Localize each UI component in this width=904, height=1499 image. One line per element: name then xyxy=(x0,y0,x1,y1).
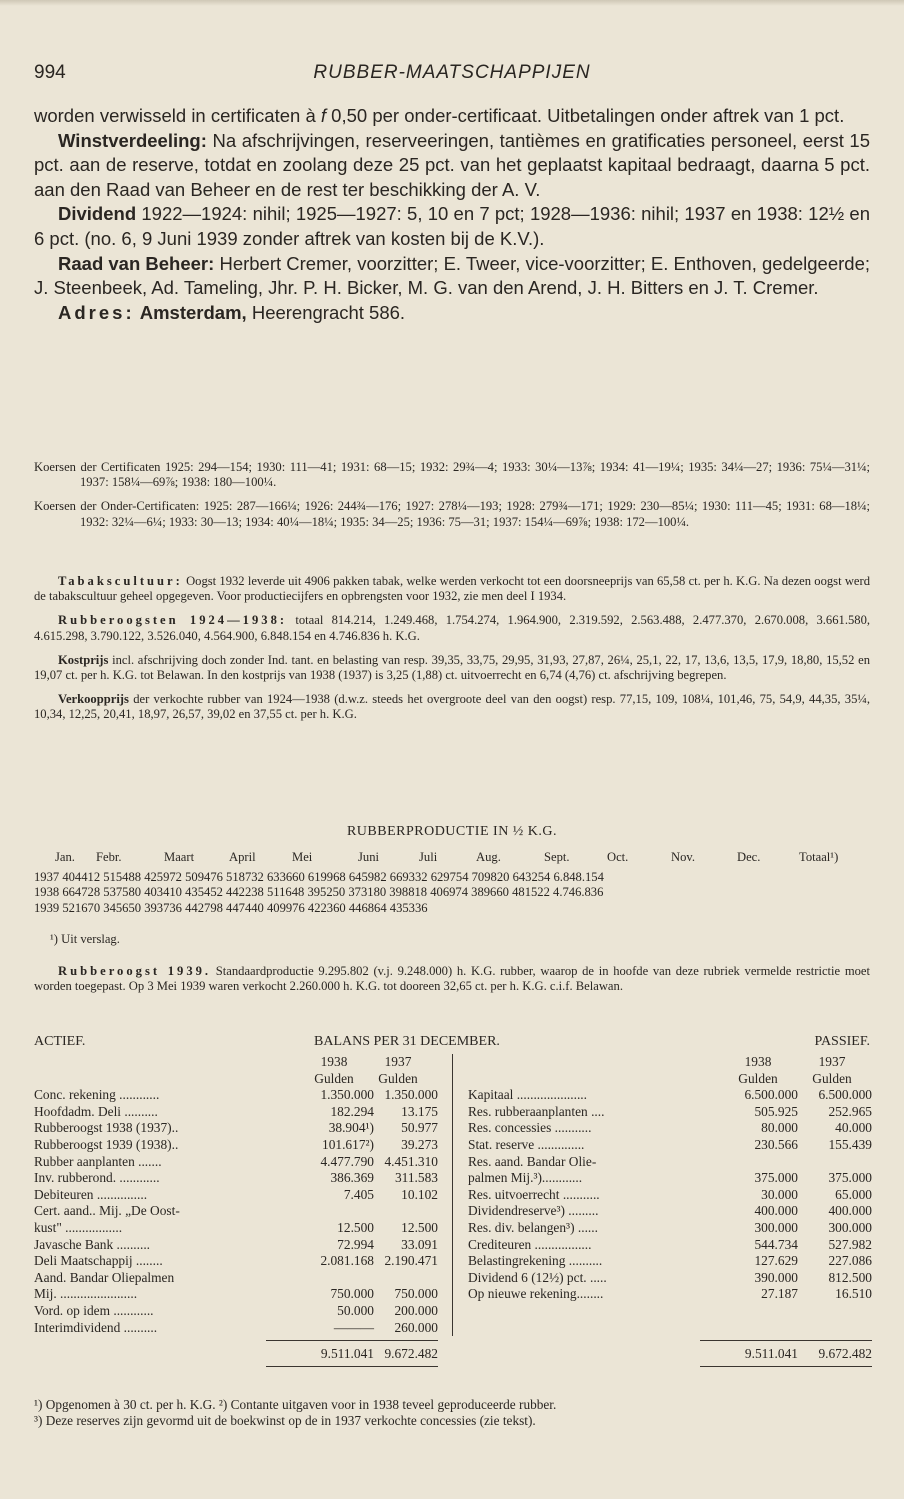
balance-row xyxy=(468,1220,872,1237)
balance-value-1938: 750.000 xyxy=(330,1286,374,1302)
balance-liabilities-heading: PASSIEF. xyxy=(814,1034,870,1049)
balance-value-1937: 10.102 xyxy=(401,1186,438,1202)
balance-value-1937: 252.965 xyxy=(828,1103,872,1119)
balance-label: Conc. rekening ............ xyxy=(34,1087,160,1103)
balance-spacer xyxy=(468,1320,872,1337)
balance-value-1938: 390.000 xyxy=(754,1269,798,1285)
balance-assets xyxy=(34,1054,438,1363)
balance-value-1937: 300.000 xyxy=(828,1219,872,1235)
balance-value-1937: 260.000 xyxy=(394,1319,438,1335)
balance-value-1937: 40.000 xyxy=(835,1120,872,1136)
balance-label: Hoofdadm. Deli .......... xyxy=(34,1103,158,1119)
balance-value-1938: 2.081.168 xyxy=(320,1253,374,1269)
running-title: RUBBER-MAATSCHAPPIJEN xyxy=(313,62,591,83)
balance-value-1937: 200.000 xyxy=(394,1302,438,1318)
balance-value-1938: 127.629 xyxy=(754,1253,798,1269)
balance-value-1938: 30.000 xyxy=(761,1186,798,1202)
balance-column-header xyxy=(468,1071,872,1088)
footnote-1-2: ¹) Opgenomen à 30 ct. per h. K.G. ²) Contante uitgaven voor in 1938 teveel geproduceerde rubber. xyxy=(34,1397,557,1412)
production-column-header: Nov. xyxy=(671,850,696,864)
subcertificate-prices: Koersen der Onder-Certificaten: 1925: 287—166¼; 1926: 244¾—176; 1927: 278¼—193; 1928: 279¾—171; 1929: 230—85¼; 1930: 111—45; 1931: 68—18¼; 1932: 32¼—6¼; 1933: 30—13; 1934: 40¼—18¼; 1935: 34—25; 1936: 75—31; 1937: 154¼—69⅞; 1938: 172—100¼. xyxy=(34,499,870,529)
balance-row xyxy=(34,1120,438,1137)
balance-value-1938: 375.000 xyxy=(754,1170,798,1186)
balance-label: Crediteuren ................. xyxy=(468,1236,592,1252)
balance-column-header xyxy=(468,1054,872,1071)
production-column-header: Oct. xyxy=(607,850,629,864)
balance-row xyxy=(468,1137,872,1154)
production-rows xyxy=(34,870,870,916)
production-column-header: Aug. xyxy=(476,850,501,864)
production-column-header: Sept. xyxy=(544,850,570,864)
balance-spacer xyxy=(468,1303,872,1320)
cost-price-paragraph: Kostprijs incl. afschrijving doch zonder Ind. tant. en belasting van resp. 39,35, 33,75, 29,95, 31,93, 27,87, 26¼, 25,1, 22, 17, 13,6, 13,5, 17,9, 18,80, 15,52 en 19,07 ct. per h. K.G. tot Belawan. In den kostprijs van 1938 (1937) is 3,25 (1,88) ct. uitvoerrecht en 6,74 (4,76) ct. afschrijving begrepen. xyxy=(34,652,870,683)
production-row: 1937 404412 515488 425972 509476 518732 633660 619968 645982 669332 629754 709820 643254 6.848.154 xyxy=(34,870,604,884)
balance-row xyxy=(34,1286,438,1303)
production-column-header: Totaal¹) xyxy=(799,850,839,864)
balance-value-1937: 155.439 xyxy=(828,1136,872,1152)
footnotes xyxy=(34,1397,870,1430)
balance-label: kust" ................. xyxy=(34,1219,123,1235)
page-edge xyxy=(0,0,904,6)
balance-value-1937: 13.175 xyxy=(401,1103,438,1119)
production-row: 1938 664728 537580 403410 435452 442238 511648 395250 373180 398818 406974 389660 481522 4.746.836 xyxy=(34,885,604,900)
balance-total-1938: 9.511.041 xyxy=(320,1346,374,1362)
balance-label: Kapitaal ..................... xyxy=(468,1087,588,1103)
certificate-paragraph: worden verwisseld in certificaten à f 0,50 per onder-certificaat. Uitbetalingen onder aftrek van 1 pct. xyxy=(34,105,845,126)
balance-value-1938: 230.566 xyxy=(754,1136,798,1152)
balance-row xyxy=(34,1187,438,1204)
main-text xyxy=(34,104,870,325)
balance-label: Res. rubberaanplanten .... xyxy=(468,1103,605,1119)
balance-value-1937: 375.000 xyxy=(828,1170,872,1186)
production-column-header: Juni xyxy=(358,850,379,864)
balance-rule xyxy=(266,1366,438,1367)
balance-rule xyxy=(700,1366,872,1367)
balance-label: Res. concessies ........... xyxy=(468,1120,592,1136)
balance-value-1938: 400.000 xyxy=(754,1203,798,1219)
balance-value-1937: 227.086 xyxy=(828,1253,872,1269)
footnote-3: ³) Deze reserves zijn gevormd uit de boekwinst op de in 1937 verkochte concessies (zie tekst). xyxy=(34,1413,536,1429)
balance-divider xyxy=(452,1054,453,1336)
balance-header-cell: 1937 xyxy=(818,1054,846,1069)
balance-label: Debiteuren ............... xyxy=(34,1186,148,1202)
balance-total-row xyxy=(34,1346,438,1363)
balance-value-1938: 300.000 xyxy=(754,1219,798,1235)
balance-label: Inv. rubberond. ............ xyxy=(34,1170,160,1186)
balance-row xyxy=(468,1270,872,1287)
balance-row xyxy=(34,1104,438,1121)
balance-row xyxy=(468,1237,872,1254)
balance-value-1937: 400.000 xyxy=(828,1203,872,1219)
balance-label: Res. aand. Bandar Olie- xyxy=(468,1153,597,1169)
balance-label: Op nieuwe rekening........ xyxy=(468,1286,604,1302)
balance-value-1937: 33.091 xyxy=(401,1236,438,1252)
production-column-header: Dec. xyxy=(737,850,761,864)
balance-label: Res. uitvoerrecht ........... xyxy=(468,1186,600,1202)
balance-value-1938: 38.904¹) xyxy=(328,1120,374,1136)
balance-label: Belastingrekening .......... xyxy=(468,1253,603,1269)
balance-label: Deli Maatschappij ........ xyxy=(34,1253,163,1269)
balance-label: Vord. op idem ............ xyxy=(34,1302,154,1318)
balance-row xyxy=(468,1170,872,1187)
balance-row xyxy=(34,1154,438,1171)
balance-label: Dividend 6 (12½) pct. ..... xyxy=(468,1269,607,1285)
balance-value-1937: 39.273 xyxy=(401,1136,438,1152)
balance-header-cell: 1937 xyxy=(384,1054,412,1069)
tobacco-paragraph: Tabakscultuur: Oogst 1932 leverde uit 4906 pakken tabak, welke werden verkocht tot een doorsneeprijs van 65,58 ct. per h. K.G. Na dezen oogst werd de tabakscultuur geheel opgegeven. Voor productiecijfers en opbrengsten voor 1932, zie men deel I 1934. xyxy=(34,574,870,604)
harvest-1939-paragraph: Rubberoogst 1939. Standaardproductie 9.295.802 (v.j. 9.248.000) h. K.G. rubber, waarop de in hoofde van deze rubriek vermelde restrictie moet worden toegepast. Op 3 Mei 1939 waren verkocht 2.260.000 h. K.G. tot dooreen 32,65 ct. per h. K.G. c.i.f. Belawan. xyxy=(34,964,870,994)
profit-distribution-paragraph: Winstverdeeling: Na afschrijvingen, reserveeringen, tantièmes en gratificaties personeel, eerst 15 pct. aan de reserve, totdat en zoolang deze 25 pct. van het geplaatst kapitaal bedraagt, daarna 5 pct. aan den Raad van Beheer en de rest ter beschikking der A. V. xyxy=(34,129,871,200)
balance-label: Javasche Bank .......... xyxy=(34,1236,151,1252)
balance-value-1938: 505.925 xyxy=(754,1103,798,1119)
balance-row xyxy=(468,1087,872,1104)
balance-value-1937: 4.451.310 xyxy=(384,1153,438,1169)
production-footnote: ¹) Uit verslag. xyxy=(50,932,120,946)
balance-rule xyxy=(700,1340,872,1341)
production-row: 1939 521670 345650 393736 442798 447440 409976 422360 446864 435336 xyxy=(34,900,428,915)
balance-label: Rubber aanplanten ....... xyxy=(34,1153,162,1169)
balance-header-cell: Gulden xyxy=(812,1070,852,1086)
balance-value-1937: 812.500 xyxy=(828,1269,872,1285)
balance-row xyxy=(34,1203,438,1220)
balance-total-row xyxy=(468,1346,872,1363)
balance-header-cell: Gulden xyxy=(378,1070,418,1086)
balance-row xyxy=(34,1220,438,1237)
production-column-header: Maart xyxy=(164,850,195,864)
balance-value-1938: 386.369 xyxy=(330,1170,374,1186)
balance-value-1937: 750.000 xyxy=(394,1286,438,1302)
balance-total-1937: 9.672.482 xyxy=(818,1346,872,1362)
balance-row xyxy=(468,1154,872,1171)
production-column-header: Juli xyxy=(419,850,438,864)
balance-row xyxy=(468,1203,872,1220)
balance-value-1938: 1.350.000 xyxy=(320,1087,374,1103)
balance-value-1938: 101.617²) xyxy=(322,1136,374,1152)
balance-row xyxy=(468,1253,872,1270)
balance-value-1937: 527.982 xyxy=(828,1236,872,1252)
balance-value-1937: 1.350.000 xyxy=(384,1087,438,1103)
balance-rule xyxy=(266,1340,438,1341)
statistics-section xyxy=(34,574,870,723)
sale-price-paragraph: Verkoopprijs der verkochte rubber van 1924—1938 (d.w.z. steeds het overgroote deel van den oogst) resp. 77,15, 109, 108¼, 101,46, 75, 54,9, 44,35, 35¼, 10,34, 12,25, 20,41, 18,97, 26,57, 39,02 en 37,55 ct. per h. K.G. xyxy=(34,692,870,722)
balance-row xyxy=(34,1087,438,1104)
balance-label: Interimdividend .......... xyxy=(34,1319,158,1335)
balance-row xyxy=(34,1253,438,1270)
balance-row xyxy=(34,1237,438,1254)
harvest-paragraph: Rubberoogsten 1924—1938: totaal 814.214, 1.249.468, 1.754.274, 1.964.900, 2.319.592, 2.563.488, 2.477.370, 2.670.008, 3.661.580, 4.615.298, 3.790.122, 3.526.040, 4.564.900, 6.848.154 en 4.746.836 h. K.G. xyxy=(34,613,871,643)
balance-row xyxy=(34,1270,438,1287)
balance-value-1937: 311.583 xyxy=(394,1170,438,1186)
page-number: 994 xyxy=(34,62,66,83)
balance-row xyxy=(34,1320,438,1337)
balance-liabilities xyxy=(468,1054,872,1363)
production-title: RUBBERPRODUCTIE IN ½ K.G. xyxy=(346,824,558,839)
production-column-header: April xyxy=(229,850,256,864)
balance-header-cell: Gulden xyxy=(314,1070,354,1086)
balance-value-1937: 16.510 xyxy=(835,1286,872,1302)
balance-value-1938: 80.000 xyxy=(761,1120,798,1136)
production-column-header: Febr. xyxy=(96,850,122,864)
balance-value-1938: 4.477.790 xyxy=(320,1153,374,1169)
production-column-header: Mei xyxy=(292,850,313,864)
balance-value-1937: 50.977 xyxy=(401,1120,438,1136)
balance-column-header xyxy=(34,1054,438,1071)
balance-value-1938: 7.405 xyxy=(343,1186,374,1202)
balance-header-cell: 1938 xyxy=(320,1054,348,1069)
balance-row xyxy=(468,1104,872,1121)
balance-row xyxy=(34,1137,438,1154)
balance-label: Rubberoogst 1939 (1938).. xyxy=(34,1136,179,1152)
certificate-prices: Koersen der Certificaten 1925: 294—154; 1930: 111—41; 1931: 68—15; 1932: 29¾—4; 1933: 30¼—13⅞; 1934: 41—19¼; 1935: 34¼—27; 1936: 75¼—31¼; 1937: 158¼—69⅞; 1938: 180—100¼. xyxy=(34,460,870,490)
balance-value-1938: 12.500 xyxy=(337,1219,374,1235)
balance-label: Dividendreserve³) ......... xyxy=(468,1203,599,1219)
balance-column-header xyxy=(34,1071,438,1088)
production-column-header: Jan. xyxy=(55,850,75,864)
balance-value-1938: 182.294 xyxy=(330,1103,374,1119)
board-paragraph: Raad van Beheer: Herbert Cremer, voorzitter; E. Tweer, vice-voorzitter; E. Enthoven, gedelgeerde; J. Steenbeek, Ad. Tameling, Jhr. P. H. Bicker, M. G. van den Arend, J. H. Bitters en J. T. Cremer. xyxy=(34,252,870,299)
balance-value-1938: ——— xyxy=(333,1319,374,1335)
balance-row xyxy=(468,1286,872,1303)
balance-row xyxy=(468,1187,872,1204)
balance-label: Stat. reserve .............. xyxy=(468,1136,585,1152)
balance-header-cell: 1938 xyxy=(744,1054,772,1069)
harvest-1939-section xyxy=(34,964,870,994)
balance-value-1937: 2.190.471 xyxy=(384,1253,438,1269)
balance-value-1937: 12.500 xyxy=(401,1219,438,1235)
running-header xyxy=(34,62,870,86)
balance-value-1938: 6.500.000 xyxy=(744,1087,798,1103)
balance-assets-heading: ACTIEF. xyxy=(34,1034,86,1049)
balance-value-1938: 544.734 xyxy=(754,1236,798,1252)
balance-value-1937: 6.500.000 xyxy=(818,1087,872,1103)
balance-value-1938: 72.994 xyxy=(337,1236,374,1252)
balance-label: Cert. aand.. Mij. „De Oost- xyxy=(34,1203,180,1219)
balance-total-1937: 9.672.482 xyxy=(384,1346,438,1362)
balance-row xyxy=(468,1120,872,1137)
balance-label: Res. div. belangen³) ...... xyxy=(468,1219,598,1235)
balance-value-1938: 50.000 xyxy=(337,1302,374,1318)
balance-title-row xyxy=(34,1034,870,1052)
balance-label: Aand. Bandar Oliepalmen xyxy=(34,1269,175,1285)
balance-label: Rubberoogst 1938 (1937).. xyxy=(34,1120,179,1136)
price-section xyxy=(34,460,870,530)
balance-value-1937: 65.000 xyxy=(835,1186,872,1202)
balance-row xyxy=(34,1170,438,1187)
dividend-paragraph: Dividend 1922—1924: nihil; 1925—1927: 5, 10 en 7 pct; 1928—1936: nihil; 1937 en 1938: 12½ en 6 pct. (no. 6, 9 Juni 1939 zonder aftrek van kosten bij de K.V.). xyxy=(34,203,870,249)
balance-label: Mij. ....................... xyxy=(34,1286,138,1302)
address-paragraph: Adres: Amsterdam, Heerengracht 586. xyxy=(58,301,406,323)
balance-title: BALANS PER 31 DECEMBER. xyxy=(314,1034,500,1049)
balance-row xyxy=(34,1303,438,1320)
balance-header-cell: Gulden xyxy=(738,1070,778,1086)
balance-value-1938: 27.187 xyxy=(761,1286,798,1302)
balance-label: palmen Mij.³)............ xyxy=(468,1170,583,1186)
balance-total-1938: 9.511.041 xyxy=(744,1346,798,1362)
